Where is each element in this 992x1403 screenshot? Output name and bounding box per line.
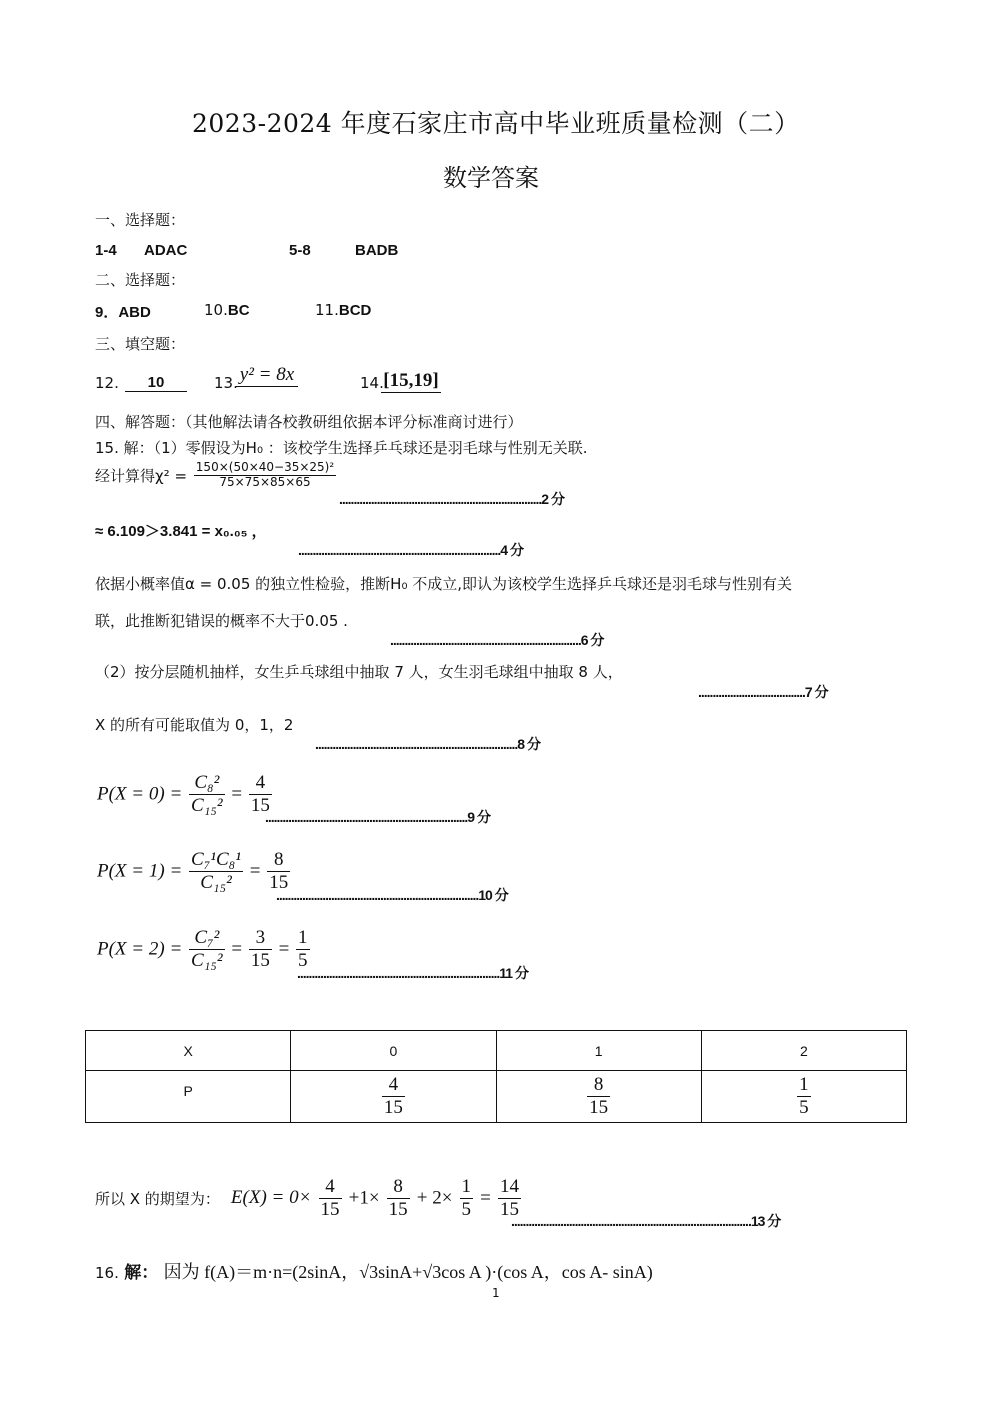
equals: = <box>249 860 261 882</box>
p2-frac2-den: 15 <box>250 949 270 971</box>
p1-lhs: P(X = 1) = <box>97 860 183 882</box>
table-row <box>86 1071 907 1123</box>
score-13: ...................................................................................13 分 <box>511 1213 781 1229</box>
table-fraction <box>587 1074 610 1119</box>
table-frac-num: 4 <box>382 1074 405 1097</box>
score-10: ......................................................................10 分 <box>276 887 508 903</box>
q1-4-answer: ADAC <box>144 242 188 259</box>
q16-line1 <box>95 1258 653 1284</box>
score-2: ......................................................................2 分 <box>339 491 564 507</box>
exp-frac1-num: 4 <box>319 1176 342 1199</box>
q15-x-values: X 的所有可能取值为 0，1，2 <box>95 716 294 734</box>
table-cell <box>701 1071 906 1123</box>
p0-lhs: P(X = 0) = <box>97 783 183 805</box>
p0-frac2-num: 4 <box>249 772 272 795</box>
chi-square-prefix: 经计算得χ² = <box>95 466 188 485</box>
table-fraction <box>382 1074 405 1119</box>
equals: = <box>278 938 290 960</box>
p2-lhs: P(X = 2) = <box>97 938 183 960</box>
section3-heading: 三、填空题： <box>95 335 186 353</box>
table-cell: X <box>86 1031 291 1071</box>
q5-8-label: 5-8 <box>289 242 311 259</box>
score-11: ......................................................................11 分 <box>297 965 528 981</box>
chi-square-numerator: 150×(50×40−35×25)² <box>195 460 335 474</box>
page-subtitle: 数学答案 <box>443 164 539 192</box>
p-x-0 <box>97 772 274 817</box>
table-fraction <box>797 1074 811 1119</box>
p0-frac2-den: 15 <box>250 794 270 816</box>
q1-4-label: 1-4 <box>95 242 117 259</box>
q9-answer: 9．ABD <box>95 304 151 321</box>
chi-square-formula <box>95 461 338 490</box>
q10-answer <box>204 301 250 319</box>
q10-number: 10. <box>204 301 228 319</box>
score-8: ......................................................................8 分 <box>315 736 540 752</box>
p2-frac1-den: C₁₅² <box>191 949 223 971</box>
distribution-table <box>85 1030 907 1123</box>
p1-frac1 <box>189 849 243 894</box>
section1-heading: 一、选择题： <box>95 211 186 229</box>
p1-frac2-num: 8 <box>267 849 290 872</box>
q15-part2: （2）按分层随机抽样，女生乒乓球组中抽取 7 人，女生羽毛球组中抽取 8 人， <box>95 663 623 681</box>
equals: = <box>231 783 243 805</box>
p1-frac2-den: 15 <box>269 871 289 893</box>
exp-frac4-num: 14 <box>499 1176 519 1197</box>
chi-square-fraction <box>194 461 336 490</box>
q15-line5: 联，此推断犯错误的概率不大于0.05 . <box>95 612 348 630</box>
q13-number: 13. <box>214 374 238 392</box>
q5-8-answer: BADB <box>355 242 399 259</box>
q16-number: 16. <box>95 1264 119 1282</box>
exp-plus1: +1× <box>348 1187 380 1209</box>
q15-line1: 15. 解：（1）零假设为H₀ ：该校学生选择乒乓球还是羽毛球与性别无关联. <box>95 439 588 457</box>
table-cell <box>291 1071 496 1123</box>
q12-number: 12. <box>95 374 119 392</box>
table-row <box>86 1031 907 1071</box>
table-frac-den: 15 <box>589 1097 609 1118</box>
page-title: 2023-2024 年度石家庄市高中毕业班质量检测（二） <box>192 109 800 138</box>
exp-frac2-num: 8 <box>387 1176 410 1199</box>
q15-line4: 依据小概率值α = 0.05 的独立性检验，推断H₀ 不成立,即认为该校学生选择乒乓球还是羽毛球与性别有关 <box>95 575 792 593</box>
exp-frac1 <box>319 1176 342 1221</box>
expectation-prefix: 所以 X 的期望为： <box>95 1189 220 1208</box>
table-frac-num: 8 <box>587 1074 610 1097</box>
p2-frac2 <box>249 927 272 972</box>
exp-frac2-den: 15 <box>388 1198 408 1220</box>
q11-number: 11. <box>315 301 339 319</box>
table-cell: P <box>86 1071 291 1123</box>
expectation-lhs: E(X) = 0× <box>230 1187 312 1209</box>
p2-frac2-num: 3 <box>249 927 272 950</box>
p0-frac1-den: C₁₅² <box>191 794 223 816</box>
table-cell: 1 <box>496 1031 701 1071</box>
table-cell <box>496 1071 701 1123</box>
q16-solution-label: 解： <box>124 1263 159 1283</box>
score-7: .....................................7 分 <box>698 684 828 700</box>
p0-frac1 <box>189 772 225 817</box>
table-cell: 2 <box>701 1031 906 1071</box>
q13-answer: y² = 8x <box>236 364 298 387</box>
q10-value: BC <box>227 302 250 319</box>
q11-answer <box>315 301 371 319</box>
score-9: ......................................................................9 分 <box>265 809 490 825</box>
exp-plus2: + 2× <box>416 1187 453 1209</box>
exp-frac4-den: 15 <box>499 1198 519 1220</box>
table-cell: 0 <box>291 1031 496 1071</box>
exp-frac2 <box>387 1176 410 1221</box>
q12-answer: 10 <box>125 374 187 392</box>
q14-answer: [15,19] <box>381 370 441 393</box>
page-number: 1 <box>492 1286 500 1300</box>
table-frac-den: 15 <box>383 1097 403 1118</box>
p1-frac1-den: C₁₅² <box>200 871 232 893</box>
p-x-2 <box>97 927 312 972</box>
exp-equals: = <box>480 1187 491 1209</box>
q11-value: BCD <box>338 302 372 319</box>
q14-number: 14. <box>360 374 384 392</box>
score-4: ......................................................................4 分 <box>298 542 523 558</box>
p1-frac1-num: C₇¹C₈¹ <box>191 849 241 870</box>
table-frac-num: 1 <box>799 1074 809 1096</box>
p2-frac3-den: 5 <box>298 949 308 971</box>
p-x-1 <box>97 849 292 894</box>
score-6: ..................................................................6 分 <box>390 632 604 648</box>
p2-frac1-num: C₇² <box>189 927 225 950</box>
equals: = <box>231 938 243 960</box>
exp-frac3-num: 1 <box>461 1176 472 1197</box>
p2-frac1 <box>189 927 225 972</box>
q16-formula: 因为 f(A)＝m·n=(2sinA，√3sinA+√3cos A )·(cos A，cos A- sinA) <box>163 1262 653 1282</box>
section2-heading: 二、选择题： <box>95 271 186 289</box>
expectation-line <box>95 1176 523 1221</box>
p0-frac1-num: C₈² <box>189 772 225 795</box>
q15-line3: ≈ 6.109＞3.841 = x₀.₀₅ ， <box>95 523 267 540</box>
exp-frac3 <box>460 1176 474 1221</box>
exp-frac3-den: 5 <box>461 1198 472 1220</box>
chi-square-denominator: 75×75×85×65 <box>219 474 311 489</box>
section4-heading: 四、解答题：（其他解法请各校教研组依据本评分标准商讨进行） <box>95 413 523 431</box>
p2-frac3-num: 1 <box>298 927 308 948</box>
exp-frac1-den: 15 <box>320 1198 340 1220</box>
table-frac-den: 5 <box>799 1097 809 1118</box>
